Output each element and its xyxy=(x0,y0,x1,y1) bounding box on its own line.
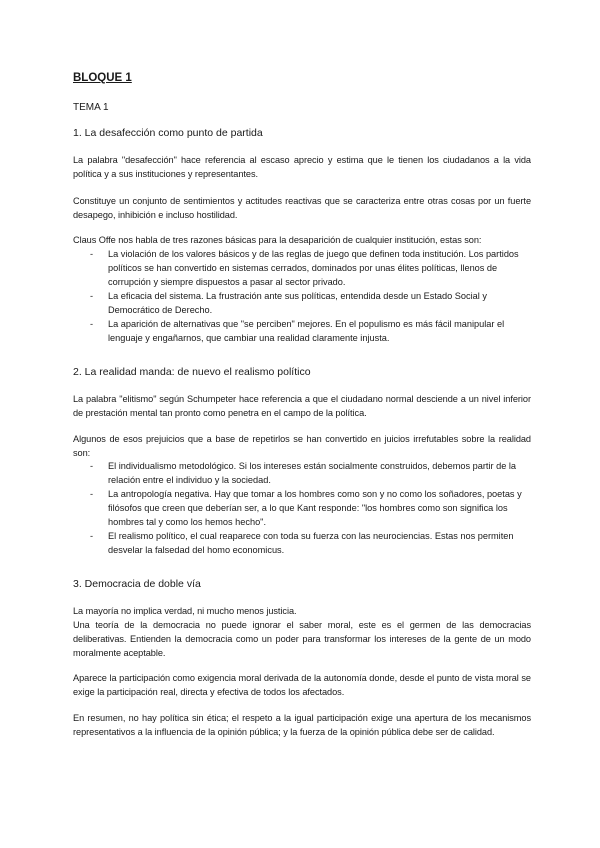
list-item: - La violación de los valores básicos y de las reglas de juego que definen toda institución. Los partidos políticos se han convertido en sistemas cerrados, dominados por unas élites políticas, llenos de corrupción y siempre dispuestos a pasar al sector privado. xyxy=(90,249,519,287)
section-heading-3: 3. Democracia de doble vía xyxy=(73,578,201,590)
block-title: BLOQUE 1 xyxy=(73,72,132,84)
paragraph: Claus Offe nos habla de tres razones básicas para la desaparición de cualquier institución, estas son: xyxy=(73,235,482,245)
paragraph: La palabra "elitismo" según Schumpeter hace referencia a que el ciudadano normal desciende a un nivel inferior de prestación mental tan pronto como penetra en el campo de la política. xyxy=(73,394,531,418)
paragraph: Constituye un conjunto de sentimientos y actitudes reactivas que se caracteriza entre otras cosas por un fuerte desapego, inhibición e incluso hostilidad. xyxy=(73,196,531,220)
tema-label: TEMA 1 xyxy=(73,102,109,113)
paragraph: Algunos de esos prejuicios que a base de repetirlos se han convertido en juicios irrefutables sobre la realidad son: xyxy=(73,434,531,458)
paragraph: La mayoría no implica verdad, ni mucho menos justicia. xyxy=(73,606,297,616)
paragraph: Aparece la participación como exigencia moral derivada de la autonomía donde, desde el punto de vista moral se exige la participación real, directa y efectiva de todos los afectados. xyxy=(73,673,531,697)
section-heading-1: 1. La desafección como punto de partida xyxy=(73,127,263,139)
list-item: - La aparición de alternativas que "se perciben" mejores. En el populismo es más fácil manipular el lenguaje y engañarnos, que cambiar una realidad claramente injusta. xyxy=(90,319,505,343)
paragraph: En resumen, no hay política sin ética; el respeto a la igual participación exige una apertura de los mecanismos representativos a la influencia de la opinión pública; y la fuerza de la opinión pública debe ser de calidad. xyxy=(73,713,531,737)
list-item: - La eficacia del sistema. La frustración ante sus políticas, entendida desde un Estado Social y Democrático de Derecho. xyxy=(90,291,487,315)
list-item: - La antropología negativa. Hay que tomar a los hombres como son y no como los soñadores, poetas y filósofos que creen que deberían ser, a lo que Kant responde: "los hombres como son significa los hombres tal y como los hemos hecho". xyxy=(90,489,522,527)
bullet-list-2 xyxy=(73,459,533,557)
section-heading-2: 2. La realidad manda: de nuevo el realismo político xyxy=(73,366,311,378)
bullet-list-1 xyxy=(73,247,533,345)
list-item: - El realismo político, el cual reaparece con toda su fuerza con las neurociencias. Estas nos permiten desvelar la falsedad del homo economicus. xyxy=(90,531,514,555)
paragraph: Una teoría de la democracia no puede ignorar el saber moral, este es el germen de las democracias deliberativas. Entienden la democracia como un poder para transformar los intereses de la gente de un modo moralmente aceptable. xyxy=(73,620,531,658)
list-item: - El individualismo metodológico. Si los intereses están socialmente construidos, debemos partir de la relación entre el individuo y la sociedad. xyxy=(90,461,517,485)
paragraph: La palabra "desafección" hace referencia al escaso aprecio y estima que le tienen los ciudadanos a la vida política y a sus instituciones y representantes. xyxy=(73,155,531,179)
